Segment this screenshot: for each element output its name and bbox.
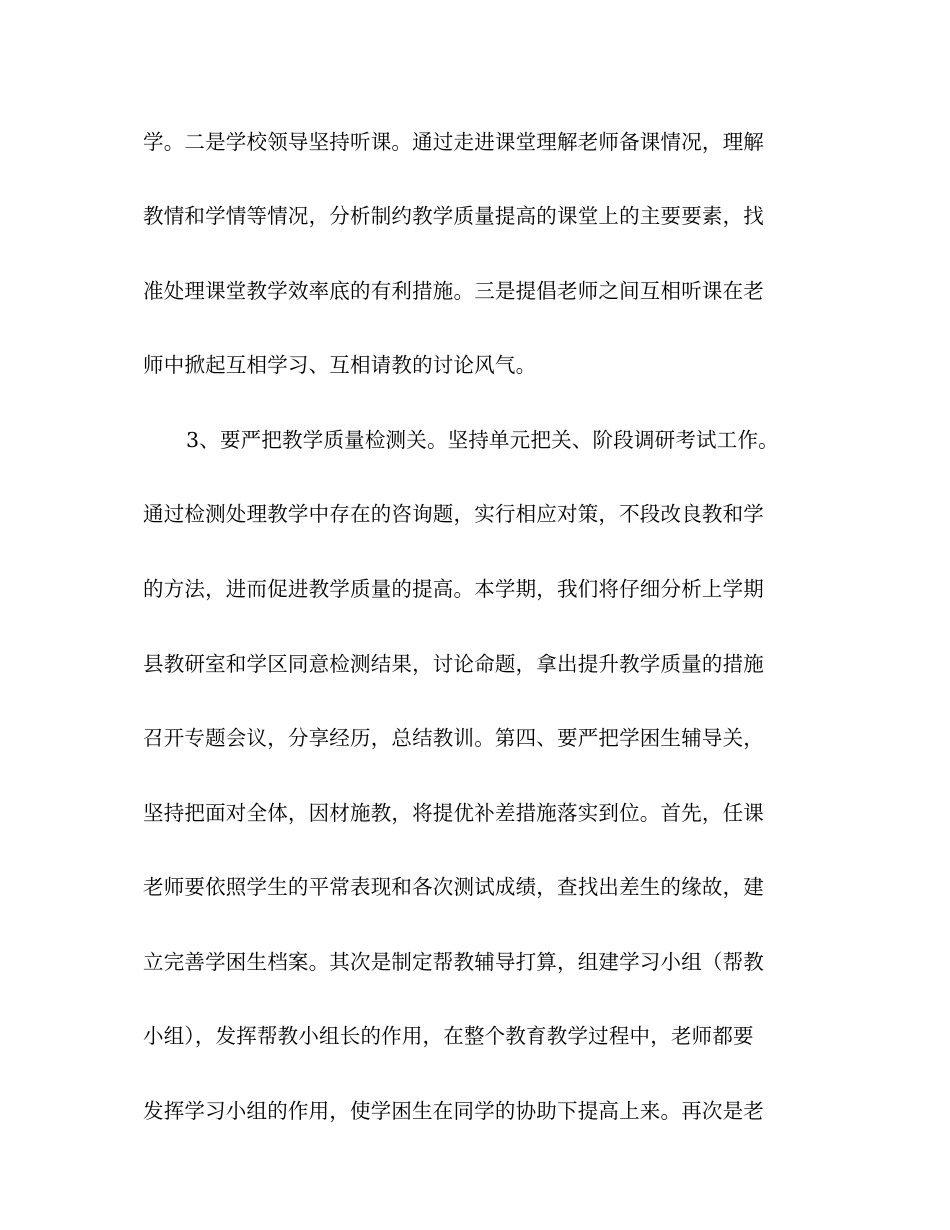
text-line: 县教研室和学区同意检测结果，讨论命题，拿出提升教学质量的措施 (143, 652, 764, 676)
text-line: 立完善学困生档案。其次是制定帮教辅导打算，组建学习小组（帮教 (143, 950, 764, 974)
text-line: 教情和学情等情况，分析制约教学质量提高的课堂上的主要要素，找 (143, 204, 764, 228)
text-line: 师中掀起互相学习、互相请教的讨论风气。 (143, 353, 537, 377)
text-line: 老师要依照学生的平常表现和各次测试成绩，查找出差生的缘故，建 (143, 875, 764, 899)
text-line: 召开专题会议，分享经历，总结教训。第四、要严把学困生辅导关， (143, 726, 764, 750)
paragraph-first-line: 3、要严把教学质量检测关。坚持单元把关、阶段调研考试工作。 (186, 428, 779, 452)
text-line: 通过检测处理教学中存在的咨询题，实行相应对策，不段改良教和学 (143, 502, 764, 526)
text-line: 坚持把面对全体，因材施教，将提优补差措施落实到位。首先，任课 (143, 801, 764, 825)
text-line: 准处理课堂教学效率底的有利措施。三是提倡老师之间互相听课在老 (143, 279, 764, 303)
text-line: 发挥学习小组的作用，使学困生在同学的协助下提高上来。再次是老 (143, 1099, 764, 1123)
text-line: 小组），发挥帮教小组长的作用，在整个教育教学过程中，老师都要 (143, 1024, 754, 1048)
text-line: 学。二是学校领导坚持听课。通过走进课堂理解老师备课情况，理解 (143, 130, 764, 154)
text-line: 的方法，进而促进教学质量的提高。本学期，我们将仔细分析上学期 (143, 577, 764, 601)
